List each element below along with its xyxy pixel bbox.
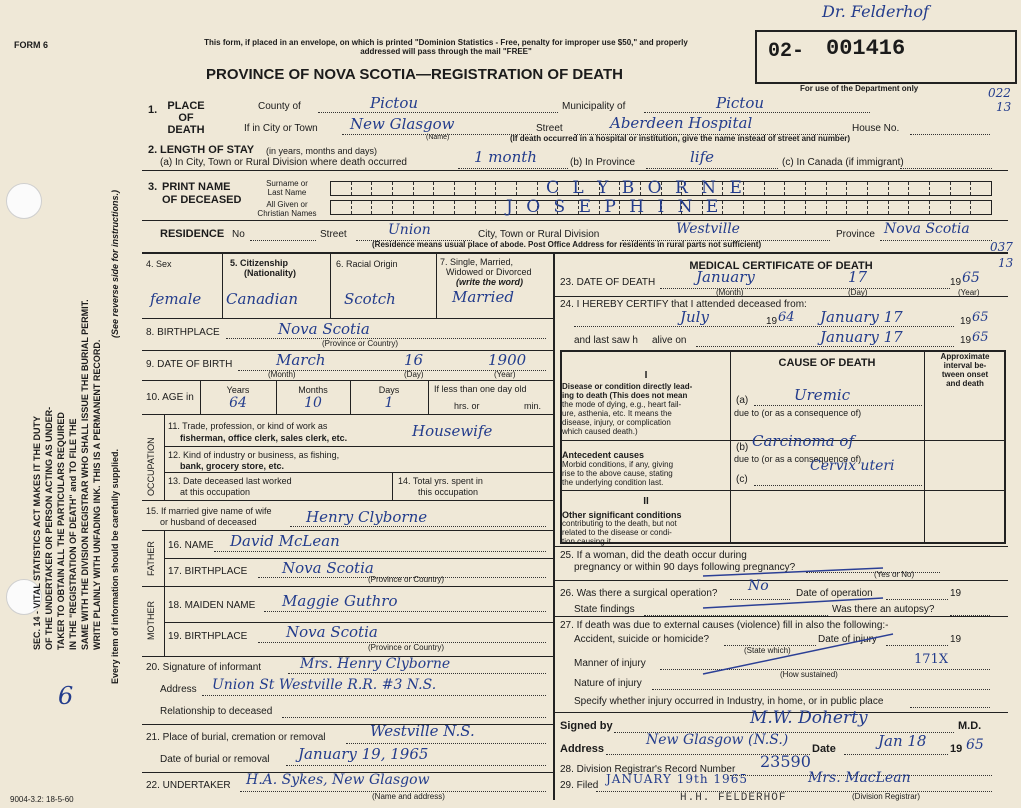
q11-label-b: fisherman, office clerk, sales clerk, etc. — [180, 433, 348, 443]
marital-value: Married — [452, 288, 514, 306]
mother-maiden-value: Maggie Guthro — [282, 592, 398, 610]
county-value: Pictou — [370, 94, 419, 112]
burial-place-label: 21. Place of burial, cremation or removal — [146, 732, 326, 743]
age-label: 10. AGE in — [146, 392, 194, 403]
q28-label: 28. Division Registrar's Record Number — [560, 764, 736, 775]
registrar-note: (Division Registrar) — [852, 792, 921, 801]
q12-label-a: 12. Kind of industry or business, as fishing, — [168, 450, 340, 460]
mother-birthplace-note: (Province or Country) — [368, 643, 445, 652]
item-2-number: 2. — [148, 144, 158, 156]
surname-value: C L Y B O R N E — [546, 178, 746, 198]
q26-date-label: Date of operation — [796, 588, 873, 599]
dob-year-note: (Year) — [494, 370, 516, 379]
age-min-label: min. — [524, 401, 542, 411]
disease-label-f: which caused death.) — [562, 427, 638, 436]
dob-day: 16 — [404, 351, 424, 369]
birthplace-note: (Province or Country) — [322, 339, 399, 348]
state-findings-label: State findings — [574, 604, 635, 615]
department-code-2b: 13 — [998, 256, 1014, 270]
q13-label-b: at this occupation — [180, 487, 251, 497]
q24-label: 24. I HEREBY CERTIFY that I attended deceased from: — [560, 299, 807, 310]
mother-birthplace-value: Nova Scotia — [286, 623, 378, 641]
interval-label-1: Approximate — [940, 352, 990, 361]
house-label: House No. — [852, 123, 900, 134]
municipality-label: Municipality of — [562, 101, 626, 112]
stay-b-label: (b) In Province — [570, 157, 636, 168]
informant-address-label: Address — [160, 684, 197, 695]
physician-date-label: Date — [812, 743, 836, 755]
cause-a-label: (a) — [736, 395, 749, 406]
q29-label: 29. Filed — [560, 780, 599, 791]
q24-from-year: 64 — [778, 310, 795, 325]
mother-maiden-label: 18. MAIDEN NAME — [168, 600, 256, 611]
stay-a-label: (a) In City, Town or Rural Division where death occurred — [160, 157, 407, 168]
disease-label-d: ure, asthenia, etc. It means the — [562, 409, 672, 418]
roman-one: I — [644, 370, 648, 381]
age-years-value: 64 — [229, 395, 247, 411]
department-use-note: For use of the Department only — [800, 84, 919, 93]
q26-value: No — [748, 578, 769, 594]
given-name-value: J O S E P H I N E — [506, 197, 723, 217]
spouse-label-2: or husband of deceased — [160, 517, 257, 527]
residence-note: (Residence means usual place of abode. Post Office Address for residents in rural parts not sufficient) — [372, 240, 762, 249]
racial-value: Scotch — [344, 290, 396, 308]
stay-a-value: 1 month — [474, 148, 537, 166]
age-days-label: Days — [378, 385, 400, 395]
informant-address-value: Union St Westville R.R. #3 N.S. — [212, 677, 437, 693]
manner-code: 171X — [914, 652, 949, 667]
burial-date-label: Date of burial or removal — [160, 754, 270, 765]
disease-label-a: Disease or condition directly lead- — [562, 382, 693, 391]
burial-place-value: Westville N.S. — [370, 722, 475, 740]
dob-label: 9. DATE OF BIRTH — [146, 359, 233, 370]
q14-label-a: 14. Total yrs. spent in — [398, 476, 483, 486]
stay-label: LENGTH OF STAY — [160, 144, 255, 156]
department-code-2: 037 — [990, 240, 1013, 254]
q24-to-year: 65 — [972, 310, 989, 325]
cause-a-value: Uremic — [794, 386, 851, 404]
q26-label: 26. Was there a surgical operation? — [560, 588, 718, 599]
q23-month-note: (Month) — [716, 288, 744, 297]
antecedent-label-c: rise to the above cause, stating — [562, 469, 673, 478]
surname-label: Surname or — [266, 179, 308, 188]
given-label: All Given or — [266, 200, 308, 209]
top-handwritten-signature: Dr. Felderhof — [822, 2, 929, 21]
mother-vertical-label: MOTHER — [146, 601, 156, 640]
hospital-note: (If death occurred in a hospital or institution, give the name instead of street and number) — [510, 134, 851, 143]
residence-city-label: City, Town or Rural Division — [478, 229, 600, 240]
q24-to: January 17 — [820, 308, 903, 326]
dob-day-note: (Day) — [404, 370, 424, 379]
felderhof-stamp: H.H. FELDERHOF — [680, 792, 787, 804]
informant-signature-value: Mrs. Henry Clyborne — [300, 656, 451, 672]
age-hrs-label: hrs. or — [454, 401, 480, 411]
sex-label: 4. Sex — [146, 259, 172, 269]
spouse-value: Henry Clyborne — [306, 508, 428, 526]
spouse-label-1: 15. If married give name of wife — [146, 506, 272, 516]
dob-month-note: (Month) — [268, 370, 296, 379]
street-value: Aberdeen Hospital — [610, 114, 753, 132]
department-code-1b: 13 — [996, 100, 1012, 114]
residence-city-value: Westville — [676, 221, 740, 237]
cause-c-label: (c) — [736, 474, 748, 485]
q26-year: 19 — [950, 588, 962, 599]
side-text-5: SAME WITH THE DIVISION REGISTRAR WHO SHALL ISSUE THE BURIAL PERMIT. — [80, 299, 90, 650]
side-text-6: WRITE PLAINLY WITH UNFADING INK. THIS IS A PERMANENT RECORD. — [92, 339, 102, 650]
q11-value: Housewife — [412, 422, 493, 440]
q29-value: JANUARY 19th 1965 — [606, 772, 748, 786]
father-birthplace-value: Nova Scotia — [282, 559, 374, 577]
q24-to-year-prefix: 19 — [960, 316, 972, 327]
interval-label-2: interval be- — [943, 361, 987, 370]
q23-year-note: (Year) — [958, 288, 980, 297]
signed-by-label: Signed by — [560, 720, 613, 732]
stay-b-value: life — [690, 148, 715, 166]
side-text-instructions: (See reverse side for instructions.) — [110, 189, 120, 338]
residence-no-label: No — [232, 229, 245, 240]
footer-code: 9004-3.2: 18-5-60 — [10, 795, 74, 804]
city-value: New Glasgow — [350, 115, 455, 133]
envelope-note: This form, if placed in an envelope, on which is printed "Dominion Statistics - Free, penalty for improper use $50," and properly addressed will pass through the mail "FREE" — [204, 38, 688, 56]
marital-label-2: Widowed or Divorced — [446, 267, 532, 277]
physician-address-label: Address — [560, 743, 605, 755]
age-years-label: Years — [226, 385, 250, 395]
other-label-c: related to the disease or condi- — [562, 528, 672, 537]
other-label-d: tion causing it. — [562, 537, 614, 546]
registration-prefix: 02- — [768, 40, 805, 63]
burial-date-value: January 19, 1965 — [298, 745, 429, 763]
of-deceased-label: OF DECEASED — [162, 194, 242, 206]
side-text-supplied: Every item of information should be carefully supplied. — [110, 448, 120, 684]
q24-last-year-prefix: 19 — [960, 335, 972, 346]
side-text-4: IN THE "REGISTRATION OF DEATH" and TO FILE THE — [68, 418, 78, 650]
injury-year: 19 — [950, 634, 962, 645]
citizenship-sub: (Nationality) — [244, 268, 297, 278]
relationship-label: Relationship to deceased — [160, 706, 273, 717]
racial-label: 6. Racial Origin — [336, 259, 398, 269]
registrar-signature: Mrs. MacLean — [808, 770, 911, 786]
antecedent-label-d: the underlying condition last. — [562, 478, 664, 487]
residence-label: RESIDENCE — [160, 228, 225, 240]
residence-province-label: Province — [836, 229, 875, 240]
q13-label-a: 13. Date deceased last worked — [168, 476, 292, 486]
q27-label: 27. If death was due to external causes (violence) fill in also the following:- — [560, 620, 889, 631]
item-3-number: 3. — [148, 181, 158, 193]
physician-date-year-prefix: 19 — [950, 743, 963, 755]
stay-c-label: (c) In Canada (if immigrant) — [782, 157, 904, 168]
marital-label-3: (write the word) — [456, 277, 523, 287]
injury-date-label: Date of injury — [818, 634, 877, 645]
due-to-a: due to (or as a consequence of) — [734, 408, 862, 418]
q11-label-a: 11. Trade, profession, or kind of work as — [168, 421, 328, 431]
q23-day: 17 — [848, 268, 868, 286]
citizenship-label: 5. Citizenship — [230, 258, 289, 268]
side-text-3: TAKER TO OBTAIN ALL THE PARTICULARS REQUIRED — [56, 412, 66, 650]
physician-date-year: 65 — [966, 737, 984, 753]
q23-year: 65 — [962, 270, 980, 286]
other-label-a: Other significant conditions — [562, 510, 682, 520]
antecedent-label-b: Morbid conditions, if any, giving — [562, 460, 674, 469]
disease-label-e: disease, injury, or complication — [562, 418, 671, 427]
father-vertical-label: FATHER — [146, 541, 156, 576]
father-name-label: 16. NAME — [168, 540, 214, 551]
marital-label-1: 7. Single, Married, — [440, 257, 514, 267]
county-label: County of — [258, 101, 301, 112]
birthplace-value: Nova Scotia — [278, 320, 370, 338]
informant-signature-label: 20. Signature of informant — [146, 662, 262, 673]
interval-label-4: and death — [946, 379, 984, 388]
citizenship-value: Canadian — [226, 290, 299, 308]
physician-signature: M.W. Doherty — [750, 708, 868, 728]
department-code-1: 022 — [988, 86, 1011, 100]
other-label-b: contributing to the death, but not — [562, 519, 677, 528]
physician-date-value: Jan 18 — [878, 732, 927, 750]
mother-birthplace-label: 19. BIRTHPLACE — [168, 631, 248, 642]
q28-value: 23590 — [760, 752, 811, 771]
specify-label: Specify whether injury occurred in Industry, in home, or in public place — [574, 696, 884, 707]
age-months-label: Months — [298, 385, 328, 395]
age-less-label: If less than one day old — [434, 384, 527, 394]
due-to-b: due to (or as a consequence of) — [734, 454, 862, 464]
residence-province-value: Nova Scotia — [884, 221, 970, 237]
q24-from: July — [680, 308, 709, 326]
cause-b-value: Carcinoma of — [752, 432, 854, 450]
father-birthplace-note: (Province or Country) — [368, 575, 445, 584]
name-note: (Name) — [426, 134, 450, 141]
side-text-2: OF THE UNDERTAKER OR PERSON ACTING AS UNDER- — [44, 406, 54, 650]
antecedent-label-a: Antecedent causes — [562, 450, 645, 460]
occupation-vertical-label: OCCUPATION — [146, 437, 156, 496]
q14-label-b: this occupation — [418, 487, 479, 497]
how-sustained-note: (How sustained) — [780, 670, 838, 679]
place-of-label: OF — [178, 112, 194, 124]
state-which-note: (State which) — [744, 646, 791, 655]
place-label: PLACE — [167, 100, 205, 112]
father-name-value: David McLean — [230, 532, 340, 550]
interval-label-3: tween onset — [941, 370, 989, 379]
registration-number: 001416 — [826, 36, 906, 61]
undertaker-value: H.A. Sykes, New Glasgow — [246, 772, 430, 788]
q23-year-prefix: 19 — [950, 277, 962, 288]
residence-street-value: Union — [388, 222, 431, 238]
side-text-1: SEC. 14 - VITAL STATISTICS ACT MAKES IT THE DUTY — [32, 415, 42, 650]
q25-label-b: pregnancy or within 90 days following pregnancy? — [574, 562, 796, 573]
q12-label-b: bank, grocery store, etc. — [180, 461, 285, 471]
md-label: M.D. — [958, 720, 982, 732]
margin-handwritten-mark: 6 — [58, 682, 74, 710]
dob-month: March — [276, 351, 326, 369]
cause-b-value-2: Cervix uteri — [810, 458, 895, 474]
item-1-number: 1. — [148, 104, 158, 116]
undertaker-note: (Name and address) — [372, 792, 445, 801]
age-months-value: 10 — [304, 395, 322, 411]
city-label: If in City or Town — [244, 123, 318, 134]
undertaker-label: 22. UNDERTAKER — [146, 780, 231, 791]
sex-value: female — [150, 290, 202, 308]
nature-label: Nature of injury — [574, 678, 642, 689]
disease-label-c: the mode of dying, e.g., heart fail- — [562, 400, 682, 409]
disease-label-b: ing to death (This does not mean — [562, 391, 688, 400]
q23-label: 23. DATE OF DEATH — [560, 277, 656, 288]
place-death-label: DEATH — [167, 124, 205, 136]
q24-last-label: and last saw h — [574, 335, 638, 346]
last-name-label: Last Name — [267, 188, 307, 197]
stay-note: (in years, months and days) — [266, 146, 378, 156]
q24-from-year-prefix: 19 — [766, 316, 778, 327]
father-birthplace-label: 17. BIRTHPLACE — [168, 566, 248, 577]
roman-two: II — [643, 496, 649, 507]
print-name-label: PRINT NAME — [162, 181, 231, 193]
punch-hole-top — [6, 183, 42, 219]
form-number: FORM 6 — [14, 40, 49, 50]
physician-address-value: New Glasgow (N.S.) — [646, 732, 789, 748]
residence-street-label: Street — [320, 229, 347, 240]
form-title: PROVINCE OF NOVA SCOTIA—REGISTRATION OF DEATH — [206, 66, 623, 83]
q25-note: (Yes or No) — [874, 570, 915, 579]
autopsy-label: Was there an autopsy? — [832, 604, 935, 615]
birthplace-label: 8. BIRTHPLACE — [146, 327, 220, 338]
q24-last-year: 65 — [972, 330, 989, 345]
accident-label: Accident, suicide or homicide? — [574, 634, 710, 645]
medical-certificate-title: MEDICAL CERTIFICATE OF DEATH — [689, 260, 873, 272]
q23-month: January — [696, 268, 755, 286]
cause-title: CAUSE OF DEATH — [778, 357, 876, 369]
dob-year: 1900 — [488, 351, 527, 369]
cause-b-label: (b) — [736, 442, 749, 453]
q25-label-a: 25. If a woman, did the death occur during — [560, 550, 747, 561]
manner-label: Manner of injury — [574, 658, 646, 669]
q24-last-label-2: alive on — [652, 335, 687, 346]
ink-strike-lines — [553, 550, 1008, 700]
christian-names-label: Christian Names — [257, 209, 317, 218]
q24-last: January 17 — [820, 328, 903, 346]
q23-day-note: (Day) — [848, 288, 868, 297]
municipality-value: Pictou — [716, 94, 765, 112]
street-label: Street — [536, 123, 563, 134]
age-days-value: 1 — [384, 395, 394, 411]
